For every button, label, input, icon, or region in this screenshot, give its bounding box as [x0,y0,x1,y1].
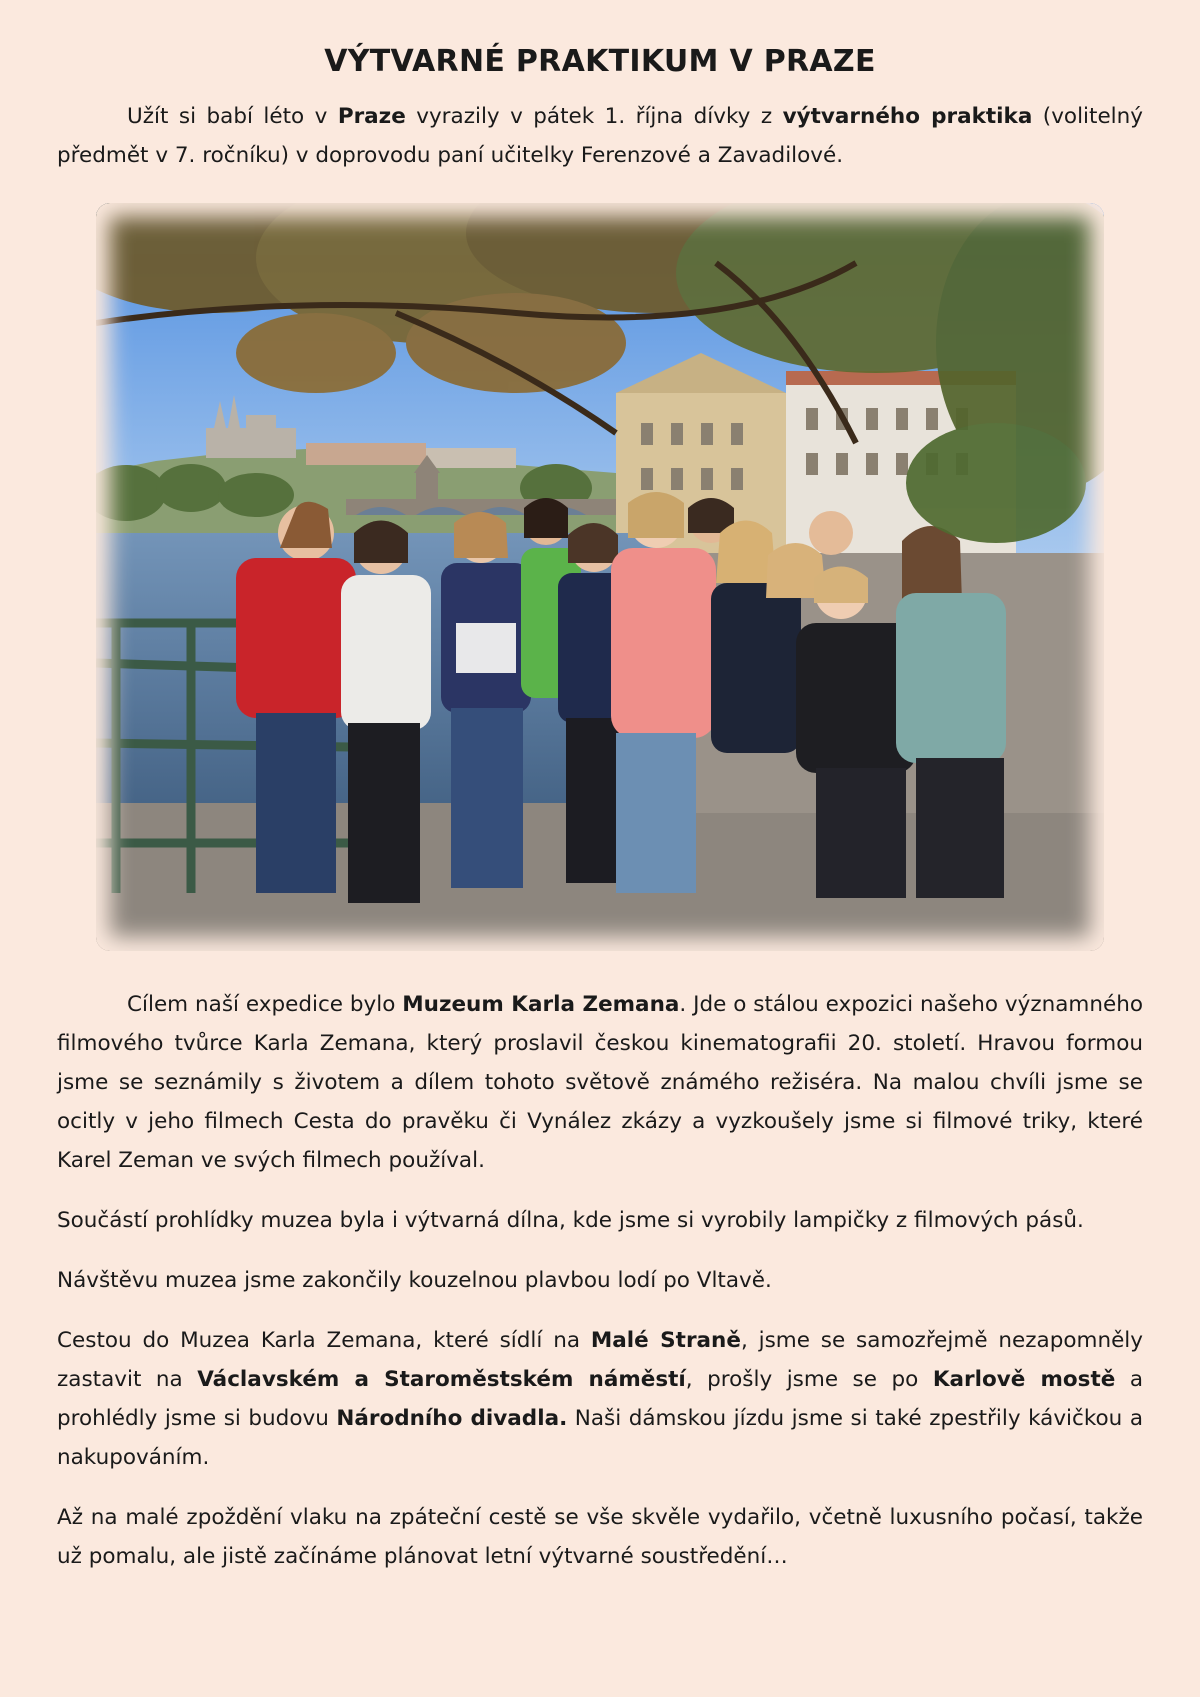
bold-karlove-moste: Karlově mostě [932,1367,1116,1392]
document-page [57,42,1143,1576]
bold-namesti: Václavském a Staroměstském náměstí [197,1367,686,1392]
bold-narodniho-divadla: Národního divadla. [336,1406,568,1431]
paragraph-boat-trip: Návštěvu muzea jsme zakončily kouzelnou plavbou lodí po Vltavě. [57,1268,772,1293]
bold-praze: Praze [337,104,406,129]
bold-muzeum-karla-zemana: Muzeum Karla Zemana [402,992,680,1017]
group-photo-illustration [96,203,1104,951]
paragraph-route: Cestou do Muzea Karla Zemana, které sídlí na Malé Straně, jsme se samozřejmě nezapomněly zastavit na Václavském a Staroměstském náměstí, prošly jsme se po Karlově mostě a prohlédly jsme si budovu Národního divadla. Naši dámskou jízdu jsme si také zpestřily kávičkou a nakupováním. [57,1328,1143,1470]
page-title: VÝTVARNÉ PRAKTIKUM V PRAZE [324,44,876,79]
paragraph-closing: Až na malé zpoždění vlaku na zpáteční cestě se vše skvěle vydařilo, včetně luxusního počasí, takže už pomalu, ale jistě začínáme plánovat letní výtvarné soustředění… [57,1505,1143,1569]
article-body [57,985,1143,1576]
intro-paragraph: Užít si babí léto v Praze vyrazily v pátek 1. října dívky z výtvarného praktika (volitelný předmět v 7. ročníku) v doprovodu paní učitelky Ferenzové a Zavadilové. [57,104,1144,168]
bold-vytvarneho-praktika: výtvarného praktika [782,104,1033,129]
paragraph-museum: Cílem naší expedice bylo Muzeum Karla Zemana. Jde o stálou expozici našeho významného filmového tvůrce Karla Zemana, který proslavil českou kinematografii 20. století. Hravou formou jsme se seznámily s životem a dílem tohoto světově známého režiséra. Na malou chvíli jsme se ocitly v jeho filmech Cesta do pravěku či Vynález zkázy a vyzkoušely jsme si filmové triky, které Karel Zeman ve svých filmech používal. [57,992,1144,1173]
paragraph-workshop: Součástí prohlídky muzea byla i výtvarná dílna, kde jsme si vyrobily lampičky z filmových pásů. [57,1208,1084,1233]
group-photo [96,203,1104,951]
bold-male-strane: Malé Straně [590,1328,741,1353]
